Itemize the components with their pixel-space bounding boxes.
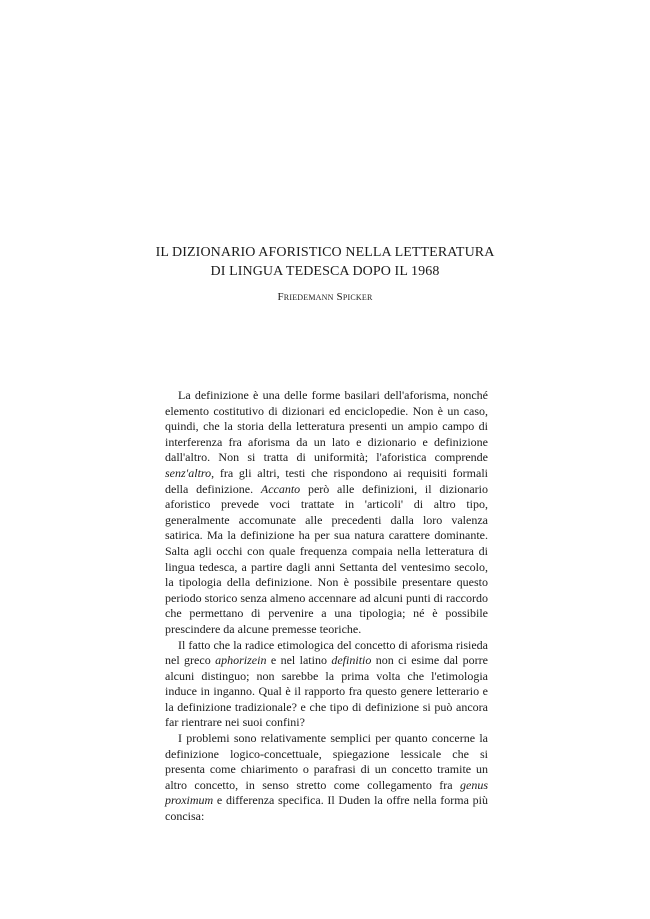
text-run: I problemi sono relativamente semplici per quanto concerne la definizione logico-concettuale, spiegazione lessicale che si presenta come chiarimento o parafrasi di un concetto tramite un altro concetto, in senso stretto come collegamento fra: [165, 731, 488, 792]
text-run: non ci esime dal porre alcuni distinguo; non sarebbe la prima volta che l'etimologia induce in inganno. Qual è il rapporto fra questo genere letterario e la definizione tradizionale? e che tipo di definizione si può ancora far rientrare nei suoi confini?: [165, 653, 488, 730]
italic-term: senz'altro: [165, 465, 212, 480]
text-run: , fra gli altri, testi che rispondono ai requisiti formali della definizione.: [165, 465, 488, 496]
text-run: e differenza specifica. Il Duden la offre nella forma più concisa:: [165, 793, 488, 824]
text-run: Il fatto che la radice etimologica del concetto di aforisma risieda nel greco: [165, 637, 488, 668]
author-name: Friedemann Spicker: [277, 291, 373, 303]
italic-term: genus proximum: [165, 777, 488, 808]
article-title: [0, 243, 650, 281]
italic-term: Accanto: [260, 481, 301, 496]
text-run: La definizione è una delle forme basilari dell'aforisma, nonché elemento costitutivo di dizionari ed enciclopedie. Non è un caso, quindi, che la storia della letteratura presenti un ampio campo di interferenza fra aforisma da un lato e dizionario e definizione dall'altro. Non si tratta di uniformità; l'aforistica comprende: [165, 388, 488, 465]
italic-term: definitio: [331, 653, 372, 668]
paragraph-1: [165, 388, 488, 638]
title-line-1: IL DIZIONARIO AFORISTICO NELLA LETTERATURA: [155, 245, 495, 260]
title-line-2: DI LINGUA TEDESCA DOPO IL 1968: [210, 264, 440, 279]
text-run: però alle definizioni, il dizionario aforistico prevede voci trattate in 'articoli' di altro tipo, generalmente accomunate alle precedenti dalla loro valenza satirica. Ma la definizione ha per sua natura carattere dominante. Salta agli occhi con quale frequenza compaia nella letteratura di lingua tedesca, a partire dagli anni Settanta del ventesimo secolo, la tipologia della definizione. Non è possibile presentare questo periodo storico senza almeno accennare ad alcuni punti di raccordo che permettano di pervenire a una tipologia; né è possibile prescindere da alcune premesse teoriche.: [165, 481, 489, 636]
paragraph-2: [165, 638, 488, 732]
paragraph-3: [165, 731, 488, 825]
italic-term: aphorizein: [215, 653, 267, 668]
text-run: e nel latino: [266, 653, 332, 668]
body-text: [165, 388, 488, 825]
